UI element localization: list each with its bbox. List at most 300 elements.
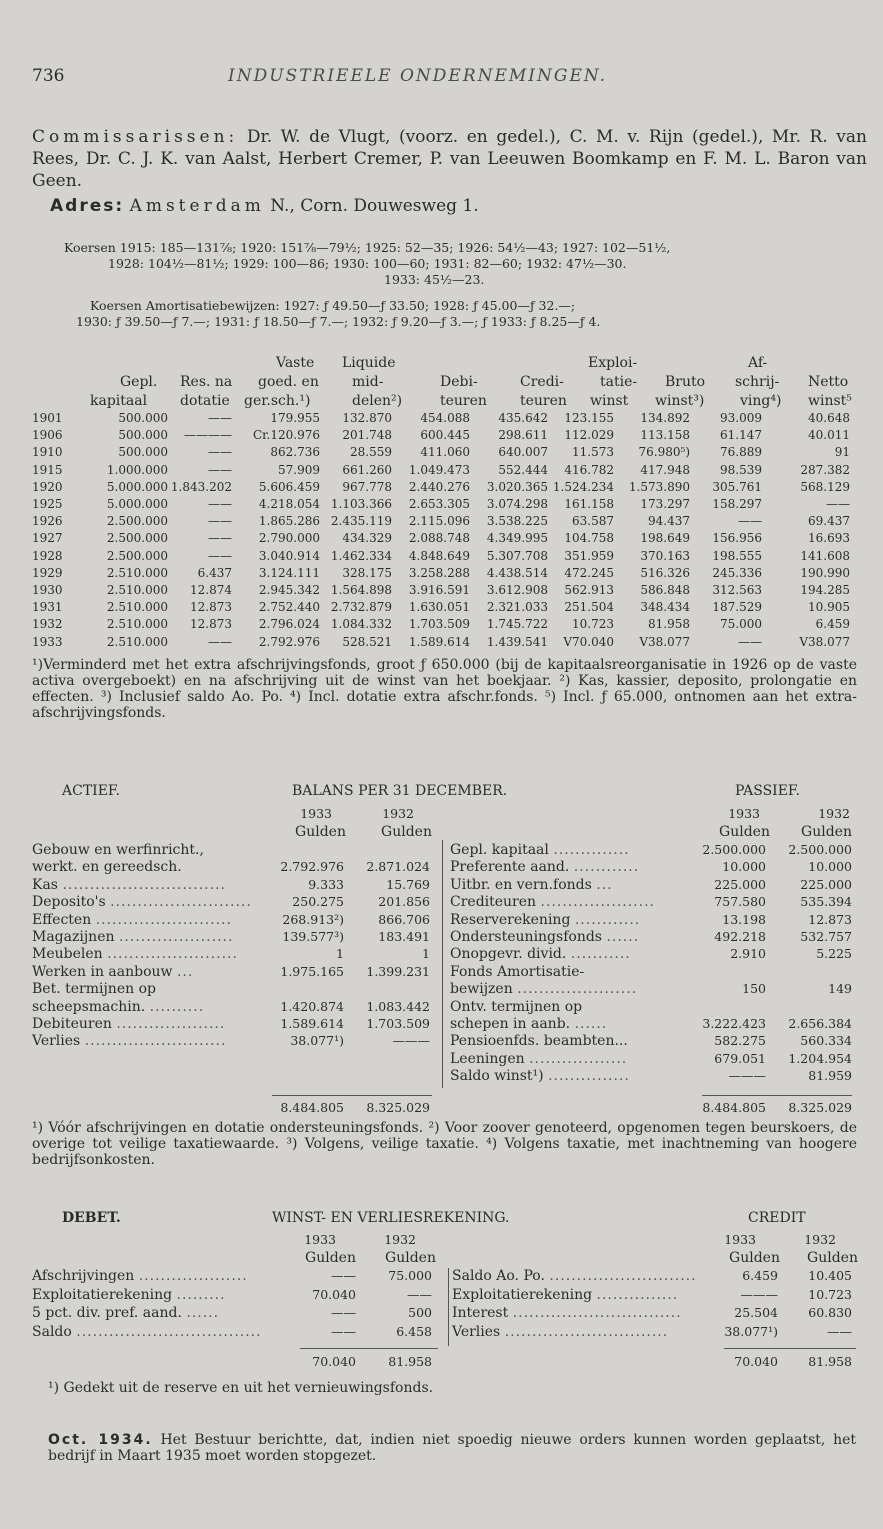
table-cell: 132.870 [342,411,392,425]
table-cell: 2.500.000 [106,514,168,529]
adres-line [50,196,479,216]
header-cell: Gepl. [120,374,158,390]
table-cell: —— [826,497,850,511]
ledger-value-1932: 500 [408,1305,432,1320]
ledger-label-text: Meubelen [32,946,103,963]
table-cell: —— [208,514,232,529]
table-cell: 417.948 [640,462,690,477]
passief-col-1933: 1933 [728,806,760,821]
ledger-label-text: bewijzen [450,981,513,998]
ledger-leader-dots: ........... [570,946,631,963]
ledger-value-1933: 2.910 [730,946,766,962]
table-cell: 1.103.366 [330,497,392,511]
table-cell: —— [208,411,232,425]
ledger-value-1932: 1.703.509 [366,1016,430,1031]
credit-total-1932: 81.958 [808,1354,852,1369]
table-cell: 4.848.649 [408,548,470,563]
ledger-leader-dots: ............... [596,1286,679,1303]
debet-col-1932: 1932 [384,1232,416,1247]
table-cell: 141.608 [800,548,850,563]
actief-unit-1933: Gulden [295,824,346,840]
ledger-label [450,1016,607,1032]
table-cell: 179.955 [270,411,320,425]
table-cell: ———— [184,428,232,443]
table-cell: 156.956 [712,531,762,546]
ledger-label-text: Effecten [32,911,92,928]
table-cell: 348.434 [640,600,690,615]
ledger-label [32,1287,226,1303]
table-cell: —— [738,634,762,649]
table-cell: 1.630.051 [408,600,470,615]
table-row [0,445,883,462]
balans-divider [442,840,443,1088]
ledger-leader-dots: ......... [176,1286,226,1303]
table-cell: 251.504 [564,600,614,615]
table-cell: 3.074.298 [486,497,548,511]
ledger-leader-dots: ... [176,963,194,980]
passief-total-rule [702,1095,852,1096]
passief-title: PASSIEF. [735,783,800,799]
table-cell: 2.752.440 [258,600,320,615]
commissarissen-paragraph [32,126,867,192]
ledger-value-1932: 60.830 [808,1305,852,1320]
header-cell: mid- [352,374,384,390]
table-cell: —— [208,548,232,563]
table-cell: 435.642 [498,411,548,425]
table-cell: 472.245 [564,565,614,580]
ledger-value-1932: 866.706 [378,911,430,927]
table-cell: 516.326 [640,565,690,580]
ledger-value-1933: —— [331,1268,356,1283]
header-cell: kapitaal [90,393,148,409]
table-cell: 201.748 [342,428,392,443]
ledger-label [32,1033,226,1049]
passief-total-1933: 8.484.805 [702,1100,766,1115]
passief-unit-1933: Gulden [719,824,770,840]
ledger-label-text: schepen in aanb. [450,1016,571,1032]
ledger-value-1932: 1.399.231 [366,963,430,979]
ledger-label [32,842,204,858]
credit-title: CREDIT [748,1210,806,1226]
ledger-label [32,981,156,997]
table-cell: 411.060 [420,445,470,460]
ledger-value-1932: 5.225 [816,946,852,962]
header-cell: delen²) [352,393,403,409]
table-cell: 1.084.332 [330,617,392,632]
table-cell: 3.040.914 [258,548,320,563]
header-cell: Af- [748,355,768,371]
ledger-value-1932: 201.856 [378,894,430,910]
ledger-value-1932: 15.769 [386,876,430,892]
table-cell: —— [738,514,762,529]
row-year: 1933 [32,634,63,649]
table-cell: 5.307.708 [486,548,548,563]
ledger-label [32,859,182,875]
debet-col-1933: 1933 [304,1232,336,1247]
table-cell: 98.539 [720,462,762,477]
actief-total-1932: 8.325.029 [366,1100,430,1115]
ledger-label [32,946,238,962]
ledger-value-1932: 1.083.442 [366,998,430,1014]
table-row [0,531,883,548]
table-cell: 5.000.000 [106,497,168,511]
ledger-label [32,964,193,980]
table-cell: 2.790.000 [258,531,320,546]
row-year: 1928 [32,548,63,563]
koersen-amort-line-1: Koersen Amortisatiebewijzen: 1927: ƒ 49.50—ƒ 33.50; 1928: ƒ 45.00—ƒ 32.—; [90,298,576,313]
table-cell: 194.285 [800,583,850,597]
winst-title: WINST- EN VERLIESREKENING. [272,1210,510,1226]
table-cell: 1.524.234 [552,479,614,494]
koersen-amort-line-2: 1930: ƒ 39.50—ƒ 7.—; 1931: ƒ 18.50—ƒ 7.—; 1932: ƒ 9.20—ƒ 3.—; ƒ 1933: ƒ 8.25—ƒ 4. [76,314,601,329]
ledger-leader-dots: ............ [573,859,640,876]
ledger-label [32,1324,262,1340]
table-cell: 123.155 [564,411,614,425]
ledger-leader-dots: ...... [186,1305,220,1321]
table-cell: 1.049.473 [408,462,470,477]
ledger-label-text: Gepl. kapitaal [450,842,549,858]
table-row [0,428,883,445]
ledger-label [32,1305,219,1321]
table-cell: 2.653.305 [408,497,470,511]
table-cell: 2.500.000 [106,548,168,563]
table-cell: —— [208,445,232,460]
ledger-value-1932: 2.656.384 [788,1016,852,1031]
ledger-label [452,1324,668,1340]
table-cell: 158.297 [712,497,762,511]
table-cell: 351.959 [564,548,614,563]
table-cell: 2.510.000 [106,634,168,649]
table-cell: 500.000 [118,411,168,425]
table-cell: 61.147 [720,428,762,443]
table-cell: 63.587 [572,514,614,529]
passief-total-1932: 8.325.029 [788,1100,852,1115]
credit-total-1933: 70.040 [734,1354,778,1369]
ledger-value-1932: 149 [828,981,852,997]
header-cell: teuren [440,393,487,409]
ledger-value-1932: 532.757 [800,929,852,944]
table-cell: 1.573.890 [628,479,690,494]
ledger-label-text: Afschrijvingen [32,1268,135,1284]
koersen-line-3: 1933: 45½—23. [384,272,485,287]
table-cell: 500.000 [118,428,168,443]
table-cell: 161.158 [564,497,614,511]
table-cell: 862.736 [270,445,320,460]
ledger-leader-dots: ............ [574,911,641,928]
ledger-label-text: 5 pct. div. pref. aand. [32,1305,182,1321]
ledger-value-1933: ——— [740,1286,778,1302]
row-year: 1931 [32,600,63,615]
ledger-leader-dots: ........................ [107,946,238,963]
ledger-value-1932: 75.000 [388,1268,432,1283]
table-cell: 4.218.054 [258,497,320,511]
ledger-label [32,999,204,1015]
table-cell: 2.792.976 [258,634,320,649]
ledger-label [450,859,639,875]
table-cell: 2.510.000 [106,617,168,632]
table-cell: 434.329 [342,531,392,546]
ledger-value-1933: 250.275 [292,894,344,910]
ledger-label [32,1268,248,1284]
row-year: 1920 [32,479,63,494]
ledger-leader-dots: ...................... [517,981,638,998]
oct-note-text: Het Bestuur berichtte, dat, indien niet spoedig nieuwe orders kunnen worden geplaatst, het bedrijf in Maart 1935 moet worden stopgezet. [48,1432,857,1464]
actief-title: ACTIEF. [62,783,120,799]
header-cell: Credi- [520,374,564,390]
ledger-label-text: scheepsmachin. [32,998,146,1015]
row-year: 1932 [32,617,63,632]
ledger-label-text: Deposito's [32,894,106,911]
table-cell: 3.916.591 [408,583,470,597]
ledger-label-text: Saldo [32,1323,72,1340]
ledger-value-1933: 225.000 [714,876,766,892]
table-cell: 112.029 [564,428,614,443]
ledger-value-1933: 3.222.423 [702,1016,766,1031]
table-cell: 4.349.995 [486,531,548,546]
table-cell: 305.761 [712,479,762,494]
ledger-value-1932: 560.334 [800,1033,852,1049]
ledger-label [450,912,640,928]
ledger-label-text: werkt. en gereedsch. [32,859,182,876]
table-row [0,617,883,634]
credit-col-1932: 1932 [804,1232,836,1247]
table-cell: 76.980⁵) [638,445,690,460]
table-cell: 245.336 [712,565,762,580]
ledger-label-text: Debiteuren [32,1016,112,1032]
ledger-value-1932: 225.000 [800,876,852,892]
ledger-value-1933: 492.218 [714,929,766,944]
ledger-label-text: Exploitatierekening [452,1286,593,1303]
ledger-value-1933: 38.077¹) [724,1323,778,1339]
table-cell: 6.437 [197,565,232,580]
ledger-label [450,964,584,980]
table-cell: —— [208,531,232,546]
ledger-value-1932: 183.491 [378,929,430,944]
table-row [0,600,883,617]
ledger-value-1932: 12.873 [808,911,852,927]
ledger-value-1933: 9.333 [308,876,344,892]
ledger-label-text: Interest [452,1305,509,1321]
row-year: 1925 [32,497,63,511]
ledger-label [32,877,226,893]
table-cell: 3.612.908 [486,583,548,597]
ledger-value-1932: 6.458 [396,1323,432,1339]
ledger-leader-dots: .................. [529,1050,628,1067]
table-cell: 1.865.286 [258,514,320,529]
table-cell: 93.009 [720,411,762,425]
ledger-value-1933: 2.500.000 [702,842,766,857]
ledger-value-1933: 679.051 [714,1050,766,1066]
running-title: INDUSTRIEELE ONDERNEMINGEN. [228,66,608,86]
credit-total-rule [724,1348,856,1349]
ledger-value-1933: 757.580 [714,894,766,910]
ledger-value-1932: 10.405 [808,1268,852,1283]
passief-col-1932: 1932 [818,806,850,821]
koersen-line-2: 1928: 104½—81½; 1929: 100—86; 1930: 100—60; 1931: 82—60; 1932: 47½—30. [108,256,627,271]
ledger-label [450,1068,630,1084]
header-cell: ving⁴) [740,393,782,409]
header-cell: ger.sch.¹) [244,393,311,409]
ledger-leader-dots: ......................... [95,911,232,928]
ledger-label-text: Verlies [452,1323,501,1340]
table-cell: 2.088.748 [408,531,470,546]
ledger-label-text: Fonds Amortisatie- [450,963,585,980]
table-cell: 2.115.096 [408,514,470,529]
ledger-value-1933: 2.792.976 [280,859,344,875]
table-cell: 328.175 [342,565,392,580]
table-cell: 2.796.024 [258,617,320,632]
table-cell: 12.874 [190,583,232,597]
ledger-leader-dots: ............... [548,1068,630,1085]
ledger-value-1932: 1 [422,946,430,962]
ledger-label [32,1016,225,1032]
commissarissen-label: Commissarissen: [32,127,239,147]
ledger-value-1933: 1.589.614 [280,1016,344,1031]
table-row [0,514,883,531]
page-number: 736 [32,66,65,86]
ledger-value-1933: 582.275 [714,1033,766,1049]
ledger-value-1933: 70.040 [312,1286,356,1302]
oct-note-label: Oct. 1934. [48,1432,153,1448]
ledger-label [450,894,655,910]
row-year: 1901 [32,411,63,425]
ledger-value-1932: 2.500.000 [788,842,852,857]
ledger-label-text: Preferente aand. [450,859,570,876]
ledger-label [450,946,631,962]
row-year: 1927 [32,531,63,546]
ledger-value-1933: 13.198 [722,911,766,927]
ledger-value-1932: —— [407,1286,432,1302]
ledger-label-text: Exploitatierekening [32,1286,173,1303]
ledger-label-text: Bet. termijnen op [32,981,156,998]
actief-total-rule [272,1095,432,1096]
ledger-leader-dots: ..................... [118,929,234,945]
debet-total-1932: 81.958 [388,1354,432,1369]
ledger-label [450,842,630,858]
ledger-leader-dots: .......................... [110,894,252,911]
table-cell: 528.521 [342,634,392,649]
table-cell: 11.573 [572,445,614,460]
table-row [0,480,883,497]
ledger-label-text: Saldo Ao. Po. [452,1268,545,1284]
table-row [0,583,883,600]
ledger-value-1933: 1.420.874 [280,998,344,1014]
table-cell: 2.500.000 [106,531,168,546]
table-cell: 5.606.459 [258,479,320,494]
ledger-value-1933: —— [331,1323,356,1339]
header-cell: winst [590,393,629,409]
table-cell: 1.000.000 [106,462,168,477]
table-cell: V38.077 [639,634,690,649]
ledger-value-1933: —— [331,1305,356,1320]
table-cell: 4.438.514 [486,565,548,580]
table-cell: 6.459 [815,617,850,632]
table-cell: 10.723 [572,617,614,632]
ledger-value-1933: 1.975.165 [280,963,344,979]
table-cell: 500.000 [118,445,168,460]
ledger-value-1933: 150 [742,981,766,997]
actief-unit-1932: Gulden [381,824,432,840]
header-cell: teuren [520,393,567,409]
table-cell: 298.611 [498,428,548,443]
table-row [0,463,883,480]
table-cell: —— [208,634,232,649]
table-cell: 3.258.288 [408,565,470,580]
ledger-label [32,894,252,910]
header-cell: Liquide [342,355,396,371]
table-cell: 2.440.276 [408,479,470,494]
table-cell: 5.000.000 [106,479,168,494]
header-cell: Bruto [665,374,706,390]
table-cell: V70.040 [563,634,614,649]
ledger-value-1932: 1.204.954 [788,1050,852,1066]
ledger-label-text: Ondersteuningsfonds [450,929,602,945]
ledger-value-1932: 10.723 [808,1286,852,1302]
table-cell: 3.124.111 [258,565,320,580]
ledger-value-1933: 6.459 [742,1268,778,1283]
actief-col-1933: 1933 [300,806,332,821]
ledger-leader-dots: .............................. [504,1323,669,1340]
ledger-label-text: Uitbr. en vern.fonds [450,876,592,893]
ledger-value-1932: —— [827,1323,852,1339]
actief-col-1932: 1932 [382,806,414,821]
ledger-value-1932: 10.000 [808,859,852,875]
table-cell: 552.444 [498,462,548,477]
ledger-value-1932: 535.394 [800,894,852,910]
table-cell: 568.129 [800,479,850,494]
row-year: 1915 [32,462,63,477]
winst-footnote: ¹) Gedekt uit de reserve en uit het vernieuwingsfonds. [48,1380,434,1396]
header-cell: winst³) [655,393,705,409]
table-cell: 600.445 [420,428,470,443]
table-cell: —— [208,497,232,511]
table-cell: 113.158 [640,428,690,443]
debet-title: DEBET. [62,1210,121,1226]
ledger-value-1933: 38.077¹) [290,1033,344,1049]
ledger-label-text: Reserverekening [450,911,571,928]
adres-city: Amsterdam [129,196,265,216]
ledger-label-text: Kas [32,876,58,893]
table-cell: 40.011 [808,428,850,443]
ledger-leader-dots: .......................... [84,1033,227,1050]
ledger-label-text: Crediteuren [450,894,537,911]
table-cell: 91 [834,445,850,460]
row-year: 1929 [32,565,63,580]
table-cell: 104.758 [564,531,614,546]
ledger-value-1932: ——— [392,1033,430,1049]
table-cell: 370.163 [640,548,690,563]
table-cell: 2.510.000 [106,600,168,615]
actief-total-1933: 8.484.805 [280,1100,344,1115]
ledger-value-1933: 25.504 [734,1305,778,1320]
passief-unit-1932: Gulden [801,824,852,840]
ledger-label [450,1033,628,1049]
table-cell: 1.564.898 [330,583,392,597]
commissarissen-text: Dr. W. de Vlugt, (voorz. en gedel.), C. M. v. Rijn (gedel.), Mr. R. van Rees, Dr. C. J. K. van Aalst, Herbert Cremer, P. van Leeuwen Boomkamp en F. M. L. Baron van Geen. [32,127,867,191]
ledger-label-text: Magazijnen [32,929,115,945]
ledger-leader-dots: ........................... [549,1268,697,1284]
table-cell: 1.439.541 [486,634,548,649]
table-cell: —— [208,462,232,477]
row-year: 1906 [32,428,63,443]
ledger-leader-dots: ...... [606,929,640,945]
table-cell: 81.958 [648,617,690,632]
ledger-label [450,999,582,1015]
ledger-label-text: Ontv. termijnen op [450,998,583,1015]
table-cell: Cr.120.976 [252,428,320,443]
adres-label: Adres: [50,196,125,216]
ledger-value-1933: 10.000 [722,859,766,875]
